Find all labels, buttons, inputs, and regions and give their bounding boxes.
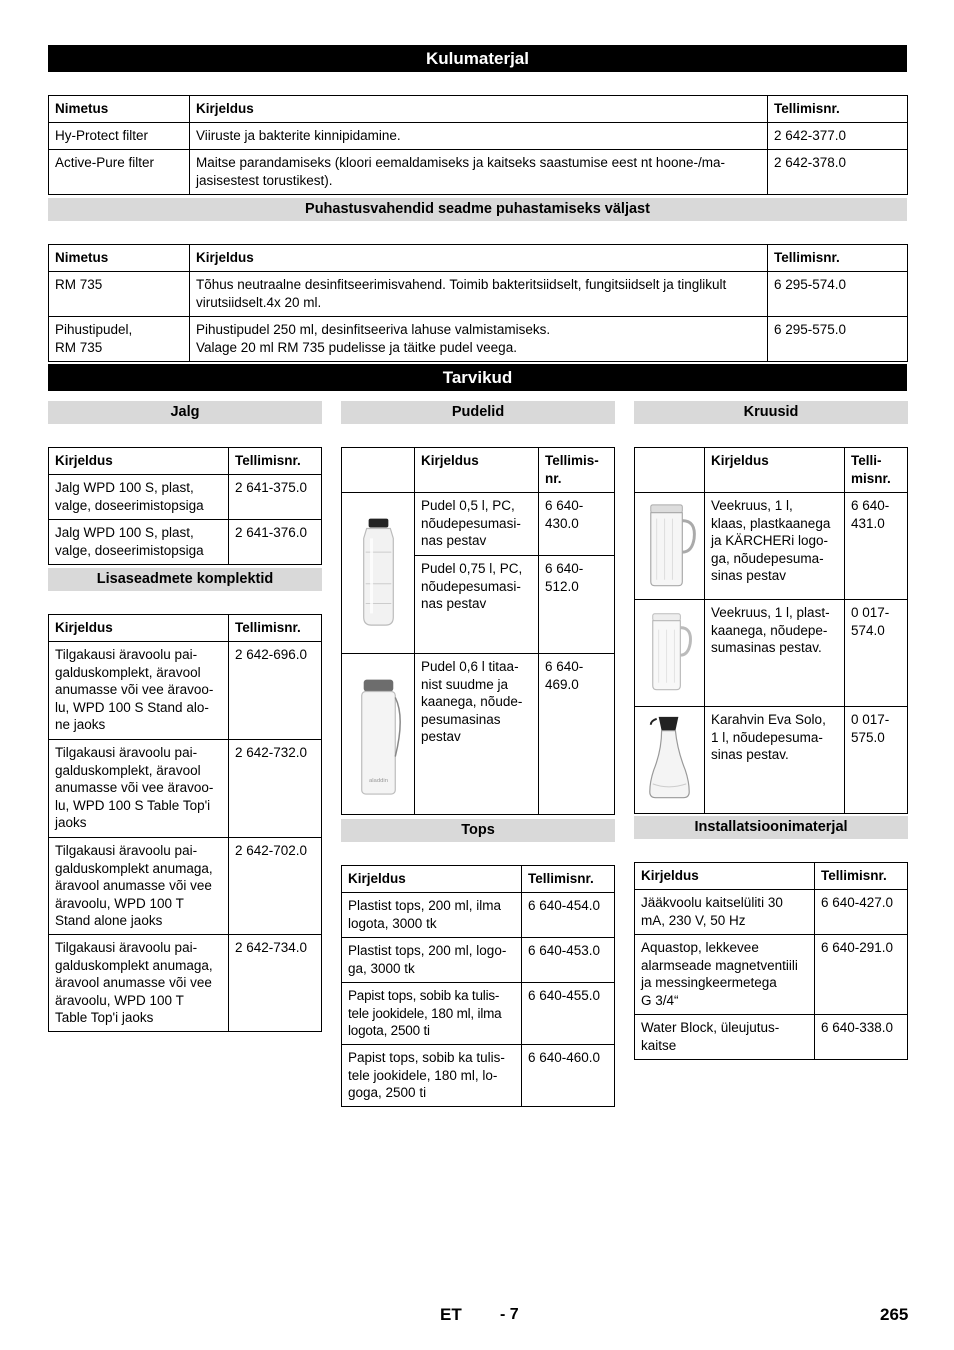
cell-desc: Viiruste ja bakterite kinnipidamine. xyxy=(190,123,768,150)
cell-desc: Pudel 0,6 l titaa- nist suudme ja kaanega, nõude- pesumasinas pestav xyxy=(415,654,539,815)
header-kirjeldus: Kirjeldus xyxy=(635,863,815,890)
cell-nr: 2 642-732.0 xyxy=(229,740,322,838)
table-row xyxy=(342,893,615,938)
bottle-icon xyxy=(342,654,415,815)
cell-desc: Tilgakausi äravoolu pai- galduskomplekt, äravool anumasse või vee äravoo- lu, WPD 100 S Table Top'i jaoks xyxy=(49,740,229,838)
cell-desc: Pudel 0,75 l, PC, nõudepesumasi- nas pestav xyxy=(415,556,539,654)
kruusid-table xyxy=(634,447,908,814)
header-kirjeldus: Kirjeldus xyxy=(705,448,845,493)
cell-name: Hy-Protect filter xyxy=(49,123,190,150)
cell-desc: Plastist tops, 200 ml, logo- ga, 3000 tk xyxy=(342,938,522,983)
table-row xyxy=(49,475,322,520)
cell-nr: 6 640-291.0 xyxy=(815,935,908,1015)
table-row xyxy=(342,983,615,1045)
cell-nr: 2 642-377.0 xyxy=(768,123,908,150)
footer-sub-page: - 7 xyxy=(500,1306,519,1323)
footer-language: ET xyxy=(440,1305,462,1324)
cell-nr: 0 017- 574.0 xyxy=(845,600,908,707)
header-kirjeldus: Kirjeldus xyxy=(49,615,229,642)
cell-nr: 6 295-574.0 xyxy=(768,272,908,317)
table-row xyxy=(49,838,322,935)
section-title-tarvikud: Tarvikud xyxy=(48,364,907,391)
tops-table xyxy=(341,865,615,1107)
cell-nr: 2 641-376.0 xyxy=(229,520,322,565)
header-tellimisnr: Tellimis- nr. xyxy=(539,448,615,493)
cell-nr: 6 640-453.0 xyxy=(522,938,615,983)
header-nimetus: Nimetus xyxy=(49,96,190,123)
jug-icon xyxy=(635,493,705,600)
header-nimetus: Nimetus xyxy=(49,245,190,272)
header-tellimisnr: Telli- misnr. xyxy=(845,448,908,493)
section-title-lisaseadmed: Lisaseadmete komplektid xyxy=(48,568,322,591)
cell-desc: Pihustipudel 250 ml, desinfitseeriva lahuse valmistamiseks. Valage 20 ml RM 735 pudelisse ja täitke pudel veega. xyxy=(190,317,768,362)
cell-desc: Veekruus, 1 l, plast- kaanega, nõudepe- sumasinas pestav. xyxy=(705,600,845,707)
cell-nr: 6 640- 512.0 xyxy=(539,556,615,654)
header-kirjeldus: Kirjeldus xyxy=(190,245,768,272)
header-tellimisnr: Tellimisnr. xyxy=(522,866,615,893)
cell-nr: 2 641-375.0 xyxy=(229,475,322,520)
section-title-pudelid: Pudelid xyxy=(341,401,615,424)
cell-desc: Tilgakausi äravoolu pai- galduskomplekt, äravool anumasse või vee äravoo- lu, WPD 100 S Stand alo- ne jaoks xyxy=(49,642,229,740)
cell-nr: 2 642-734.0 xyxy=(229,935,322,1032)
table-row xyxy=(49,272,908,317)
cell-desc: Tõhus neutraalne desinfitseerimisvahend. Toimib bakteritsiidselt, fungitsiidselt ja tinglikult virutsiidselt.4x 20 ml. xyxy=(190,272,768,317)
cell-desc: Papist tops, sobib ka tulis- tele jookidele, 180 ml, lo- goga, 2500 ti xyxy=(342,1045,522,1107)
header-kirjeldus: Kirjeldus xyxy=(49,448,229,475)
section-title-puhastus: Puhastusvahendid seadme puhastamiseks väljast xyxy=(48,198,907,221)
cell-nr: 2 642-702.0 xyxy=(229,838,322,935)
puhastus-table xyxy=(48,244,908,362)
header-tellimisnr: Tellimisnr. xyxy=(815,863,908,890)
table-row xyxy=(635,1015,908,1060)
cell-name: RM 735 xyxy=(49,272,190,317)
header-image-empty xyxy=(342,448,415,493)
section-title-kruusid: Kruusid xyxy=(634,401,908,424)
cell-desc: Pudel 0,5 l, PC, nõudepesumasi- nas pestav xyxy=(415,493,539,556)
header-tellimisnr: Tellimisnr. xyxy=(768,245,908,272)
table-row xyxy=(635,935,908,1015)
cell-nr: 6 640-454.0 xyxy=(522,893,615,938)
lisaseadmed-table xyxy=(48,614,322,1032)
kulumaterjal-table xyxy=(48,95,908,195)
table-row xyxy=(342,1045,615,1107)
jug-icon xyxy=(635,600,705,707)
table-row xyxy=(342,493,615,556)
cell-nr: 2 642-378.0 xyxy=(768,150,908,195)
cell-desc: Karahvin Eva Solo, 1 l, nõudepesuma- sinas pestav. xyxy=(705,707,845,814)
section-title-installatsioon: Installatsioonimaterjal xyxy=(634,816,908,839)
table-row xyxy=(49,317,908,362)
cell-desc: Aquastop, lekkevee alarmseade magnetventiili ja messingkeermetega G 3/4“ xyxy=(635,935,815,1015)
header-kirjeldus: Kirjeldus xyxy=(415,448,539,493)
cell-desc: Veekruus, 1 l, klaas, plastkaanega ja KÄRCHERi logo- ga, nõudepesuma- sinas pestav xyxy=(705,493,845,600)
cell-desc: Jääkvoolu kaitselüliti 30 mA, 230 V, 50 Hz xyxy=(635,890,815,935)
table-row xyxy=(635,890,908,935)
header-kirjeldus: Kirjeldus xyxy=(342,866,522,893)
header-tellimisnr: Tellimisnr. xyxy=(229,615,322,642)
table-row xyxy=(49,150,908,195)
cell-name: Active-Pure filter xyxy=(49,150,190,195)
cell-desc: Papist tops, sobib ka tulis- tele jookidele, 180 ml, ilma logota, 2500 ti xyxy=(342,983,522,1045)
table-row xyxy=(49,123,908,150)
table-row xyxy=(49,740,322,838)
header-image-empty xyxy=(635,448,705,493)
cell-desc: Tilgakausi äravoolu pai- galduskomplekt anumaga, äravool anumasse või vee äravoolu, WPD 100 T Stand alone jaoks xyxy=(49,838,229,935)
pudelid-table xyxy=(341,447,615,815)
cell-nr: 6 640-338.0 xyxy=(815,1015,908,1060)
svg-text:aladdin: aladdin xyxy=(368,778,389,785)
table-row xyxy=(49,642,322,740)
cell-desc: Maitse parandamiseks (kloori eemaldamiseks ja kaitseks saastumise eest nt hoone-/ma- jasisestest torustikest). xyxy=(190,150,768,195)
cell-nr: 6 640-455.0 xyxy=(522,983,615,1045)
cell-nr: 6 640- 430.0 xyxy=(539,493,615,556)
header-tellimisnr: Tellimisnr. xyxy=(768,96,908,123)
bottle-icon xyxy=(342,493,415,654)
cell-name: Pihustipudel, RM 735 xyxy=(49,317,190,362)
cell-desc: Plastist tops, 200 ml, ilma logota, 3000 tk xyxy=(342,893,522,938)
table-row xyxy=(49,520,322,565)
jalg-table xyxy=(48,447,322,565)
cell-nr: 6 640- 431.0 xyxy=(845,493,908,600)
table-row xyxy=(342,654,615,815)
cell-desc: Jalg WPD 100 S, plast, valge, doseerimistopsiga xyxy=(49,520,229,565)
cell-nr: 6 640-427.0 xyxy=(815,890,908,935)
section-title-kulumaterjal: Kulumaterjal xyxy=(48,45,907,72)
cell-desc: Jalg WPD 100 S, plast, valge, doseerimistopsiga xyxy=(49,475,229,520)
cell-nr: 6 295-575.0 xyxy=(768,317,908,362)
cell-desc: Tilgakausi äravoolu pai- galduskomplekt anumaga, äravool anumasse või vee äravoolu, WPD 100 T Table Top'i jaoks xyxy=(49,935,229,1032)
cell-nr: 0 017- 575.0 xyxy=(845,707,908,814)
table-row xyxy=(635,707,908,814)
footer-page-number: 265 xyxy=(880,1305,909,1324)
section-title-tops: Tops xyxy=(341,819,615,842)
table-row xyxy=(342,938,615,983)
table-row xyxy=(635,493,908,600)
installatsioon-table xyxy=(634,862,908,1060)
cell-nr: 2 642-696.0 xyxy=(229,642,322,740)
header-kirjeldus: Kirjeldus xyxy=(190,96,768,123)
carafe-icon xyxy=(635,707,705,814)
header-tellimisnr: Tellimisnr. xyxy=(229,448,322,475)
table-row xyxy=(49,935,322,1032)
table-row xyxy=(635,600,908,707)
cell-nr: 6 640- 469.0 xyxy=(539,654,615,815)
section-title-jalg: Jalg xyxy=(48,401,322,424)
cell-desc: Water Block, üleujutus- kaitse xyxy=(635,1015,815,1060)
cell-nr: 6 640-460.0 xyxy=(522,1045,615,1107)
